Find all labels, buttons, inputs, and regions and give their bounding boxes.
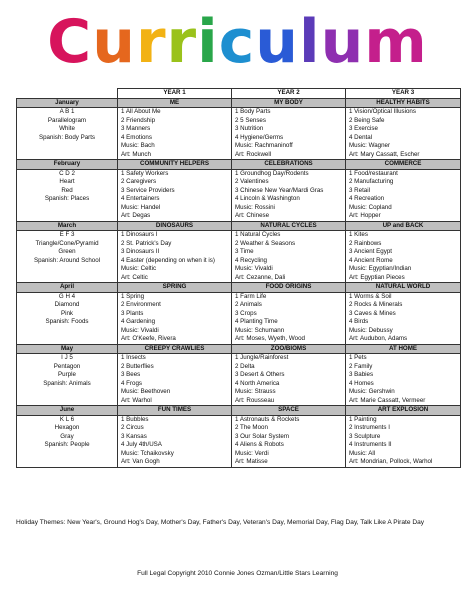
topic-line: Art: O'Keefe, Rivera [121,335,176,342]
topic-line: Music: Debussy [349,326,393,334]
theme-heading: SPACE [232,406,346,416]
topic-line: 4 Entertainers [121,195,160,202]
theme-heading: COMMERCE [346,160,461,170]
topic-line: Art: Rockwell [235,150,272,158]
topic-line: 3 Kansas [121,432,147,440]
topic-line: 1 Body Parts [235,108,271,115]
topic-line: 2 Rainbows [349,239,382,247]
topic-line: 3 Chinese New Year/Mardi Gras [235,186,324,194]
topic-line: Music: Bach [121,142,155,149]
topic-line: 4 Aliens & Robots [235,441,284,448]
theme-heading: NATURAL WORLD [346,283,461,293]
concept-line: Spanish: People [44,441,90,448]
theme-heading: AT HOME [346,344,461,354]
month-content-row [17,354,461,406]
concept-line: Purple [58,371,76,378]
month-concepts [17,108,118,160]
month-name: May [17,344,118,354]
weekly-topics [232,354,346,406]
topic-line: 1 Farm Life [235,292,267,300]
theme-heading: ME [118,98,232,108]
concept-line: Triangle/Cone/Pyramid [35,239,99,247]
month-content-row [17,415,461,467]
month-concepts [17,415,118,467]
theme-heading: CELEBRATIONS [232,160,346,170]
weekly-topics [232,169,346,221]
concept-line: Pentagon [53,362,81,370]
year-3-header: YEAR 3 [346,89,461,99]
topic-line: 3 Caves & Mines [349,309,396,317]
topic-line: 1 Pets [349,354,367,361]
topic-line: 4 North America [235,379,280,387]
topic-line: 2 Environment [121,301,161,308]
topic-line: 2 Instruments I [349,424,390,431]
topic-line: 2 Rocks & Minerals [349,301,403,308]
topic-line: Art: Egyptian Pieces [349,273,405,281]
topic-line: 3 Babies [349,371,374,378]
topic-line: Music: Schumann [235,326,285,334]
concept-line: Gray [60,432,74,440]
topic-line: 1 Groundhog Day/Rodents [235,169,309,177]
topic-line: 1 Safety Workers [121,169,169,177]
concept-line: Red [61,186,73,194]
concept-line: Parallelogram [47,116,87,124]
title-letter: r [135,7,167,77]
theme-heading: ART EXPLOSION [346,406,461,416]
topic-line: 1 Natural Cycles [235,231,281,238]
theme-heading: NATURAL CYCLES [232,221,346,231]
concept-line: G H 4 [58,292,76,300]
concept-line: Spanish: Body Parts [38,133,96,141]
topic-line: Art: Mondrian, Pollock, Warhol [349,458,433,465]
weekly-topics [346,354,461,406]
month-header-row [17,221,461,231]
year-2-header: YEAR 2 [232,89,346,99]
topic-line: Art: Munch [121,150,151,158]
topic-line: Music: Gershwin [349,388,395,395]
topic-line: Music: Vivaldi [121,326,159,334]
topic-line: 1 Dinosaurs I [121,231,158,238]
weekly-topics [118,231,232,283]
topic-line: 3 Bees [121,371,141,378]
topic-line: 1 Food/restaurant [349,169,398,177]
weekly-topics [346,292,461,344]
curriculum-table [16,88,461,468]
topic-line: 4 Dental [349,133,373,141]
topic-line: 3 Dinosaurs II [121,248,160,255]
topic-line: 1 Kites [349,231,368,238]
month-content-row [17,292,461,344]
topic-line: 3 Ancient Egypt [349,248,392,255]
topic-line: 4 Recreation [349,195,385,202]
month-concepts [17,169,118,221]
topic-line: Music: Tchaikovsky [121,449,174,457]
year-header-row [17,89,461,99]
copyright-footer: Full Legal Copyright 2010 Connie Jones Ozman/Little Stars Learning [137,570,338,577]
topic-line: 3 Time [235,248,254,255]
topic-line: Music: Rachmaninoff [235,142,293,149]
topic-line: 3 Retail [349,186,370,194]
month-content-row [17,169,461,221]
topic-line: 3 Sculpture [349,432,381,440]
weekly-topics [232,415,346,467]
weekly-topics [118,354,232,406]
topic-line: 2 Animals [235,301,262,308]
topic-line: 3 Manners [121,125,151,132]
theme-heading: UP and BACK [346,221,461,231]
weekly-topics [118,108,232,160]
topic-line: Art: Marie Cassatt, Vermeer [349,396,426,404]
topic-line: 4 Easter (depending on when it is) [121,256,215,264]
concept-line: Green [58,248,76,255]
weekly-topics [346,231,461,283]
topic-line: Art: Cezanne, Dali [235,273,286,281]
theme-heading: FOOD ORIGINS [232,283,346,293]
topic-line: 4 Planting Time [235,318,278,325]
month-name: February [17,160,118,170]
topic-line: 2 The Moon [235,424,268,431]
concept-line: Spanish: Places [44,195,90,202]
concept-line: E F 3 [59,231,75,238]
topic-line: Music: Vivaldi [235,265,273,272]
theme-heading: SPRING [118,283,232,293]
topic-line: 4 Homes [349,379,374,387]
topic-line: 4 Emotions [121,133,152,141]
concept-line: Pink [60,309,74,317]
topic-line: Music: Copland [349,203,392,211]
topic-line: Art: Moses, Wyeth, Wood [235,335,305,342]
theme-heading: COMMUNITY HELPERS [118,160,232,170]
month-name: June [17,406,118,416]
topic-line: 3 Nutrition [235,125,264,132]
month-content-row [17,108,461,160]
month-header-row [17,98,461,108]
weekly-topics [118,292,232,344]
weekly-topics [118,169,232,221]
title-letter: l [299,7,321,77]
concept-line: White [59,125,75,132]
topic-line: 1 Worms & Soil [349,292,392,300]
topic-line: 2 St. Patrick's Day [121,239,172,247]
topic-line: 1 Jungle/Rainforest [235,354,289,361]
concept-line: Spanish: Foods [45,318,89,325]
theme-heading: DINOSAURS [118,221,232,231]
title-letter: u [320,7,365,77]
topic-line: 4 Frogs [121,379,142,387]
topic-line: Art: Matisse [235,458,268,465]
title-letter: C [47,7,93,77]
topic-line: 4 Recycling [235,256,267,264]
weekly-topics [118,415,232,467]
topic-line: 1 Painting [349,415,377,423]
topic-line: Music: Rossini [235,203,275,211]
topic-line: Art: Degas [121,212,151,219]
topic-line: 2 Family [349,362,373,370]
topic-line: 3 Service Providers [121,186,175,194]
topic-line: 2 Butterflies [121,362,154,370]
topic-line: Art: Hopper [349,212,381,219]
theme-heading: MY BODY [232,98,346,108]
topic-line: 3 Exercise [349,125,378,132]
topic-line: 2 5 Senses [235,116,266,124]
topic-line: 2 Manufacturing [349,178,394,185]
title-letter: i [197,7,219,77]
theme-heading: CREEPY CRAWLIES [118,344,232,354]
month-header-row [17,283,461,293]
topic-line: Music: Celtic [121,265,157,272]
topic-line: Music: Handel [121,203,161,211]
topic-line: 2 Being Safe [349,116,385,124]
topic-line: 2 Friendship [121,116,156,124]
year-1-header: YEAR 1 [118,89,232,99]
topic-line: 1 Insects [121,354,146,361]
month-concepts [17,354,118,406]
topic-line: Art: Van Gogh [121,458,160,465]
topic-line: Music: Verdi [235,449,269,457]
topic-line: 1 Astronauts & Rockets [235,415,300,423]
topic-line: 4 July 4th/USA [121,441,162,448]
topic-line: 4 Ancient Rome [349,256,393,264]
concept-line: Hexagon [54,424,80,431]
title-letter: m [364,7,428,77]
theme-heading: ZOO/BIOMS [232,344,346,354]
topic-line: 4 Gardening [121,318,156,325]
topic-line: 4 Instruments II [349,441,392,448]
topic-line: 4 Lincoln & Washington [235,195,300,202]
topic-line: 1 Bubbles [121,415,149,423]
concept-line: Heart [59,178,75,185]
topic-line: 1 All About Me [121,108,161,115]
month-header-row [17,406,461,416]
concept-line: Spanish: Around School [33,256,101,264]
theme-heading: FUN TIMES [118,406,232,416]
topic-line: Music: Strauss [235,388,276,395]
topic-line: 1 Spring [121,292,145,300]
concept-line: C D 2 [59,169,75,177]
month-name: April [17,283,118,293]
month-header-row [17,344,461,354]
topic-line: Music: Egyptian/Indian [349,265,412,272]
title-letter: c [218,7,256,77]
title-letter: u [255,7,299,77]
curriculum-title [0,4,475,80]
topic-line: 2 Delta [235,362,255,370]
topic-line: 3 Desert & Others [235,371,285,378]
month-name: March [17,221,118,231]
topic-line: Music: All [349,449,376,457]
concept-line: A B 1 [59,108,75,115]
topic-line: 2 Valentines [235,178,269,185]
blank-cell [17,89,118,99]
holiday-themes: Holiday Themes: New Year's, Ground Hog's Day, Mother's Day, Father's Day, Veteran's Day, Memorial Day, Flag Day, Talk Like A Pirate Day [16,519,425,526]
topic-line: Art: Audubon, Adams [349,335,408,342]
topic-line: Art: Chinese [235,212,270,219]
month-concepts [17,231,118,283]
topic-line: 4 Hygiene/Germs [235,133,284,141]
concept-line: K L 6 [59,415,75,423]
topic-line: 2 Caregivers [121,178,157,185]
weekly-topics [346,108,461,160]
topic-line: 3 Crops [235,309,257,317]
concept-line: Spanish: Animals [43,379,91,387]
topic-line: Art: Warhol [121,396,152,404]
month-concepts [17,292,118,344]
concept-line: Diamond [54,301,80,308]
topic-line: 1 Vision/Optical Illusions [349,108,416,115]
month-name: January [17,98,118,108]
weekly-topics [346,415,461,467]
topic-line: 3 Plants [121,309,144,317]
topic-line: 3 Our Solar System [235,432,289,440]
topic-line: Music: Beethoven [121,388,171,395]
topic-line: 2 Circus [121,424,144,431]
month-content-row [17,231,461,283]
weekly-topics [346,169,461,221]
theme-heading: HEALTHY HABITS [346,98,461,108]
weekly-topics [232,231,346,283]
title-letter: r [166,7,198,77]
weekly-topics [232,108,346,160]
topic-line: Music: Wagner [349,142,391,149]
topic-line: Art: Celtic [121,273,148,281]
topic-line: Art: Rousseau [235,396,275,404]
concept-line: I J 5 [61,354,73,361]
topic-line: 4 Birds [349,318,369,325]
topic-line: Art: Mary Cassatt, Escher [349,150,420,158]
title-letter: u [92,7,136,77]
weekly-topics [232,292,346,344]
month-header-row [17,160,461,170]
topic-line: 2 Weather & Seasons [235,239,296,247]
